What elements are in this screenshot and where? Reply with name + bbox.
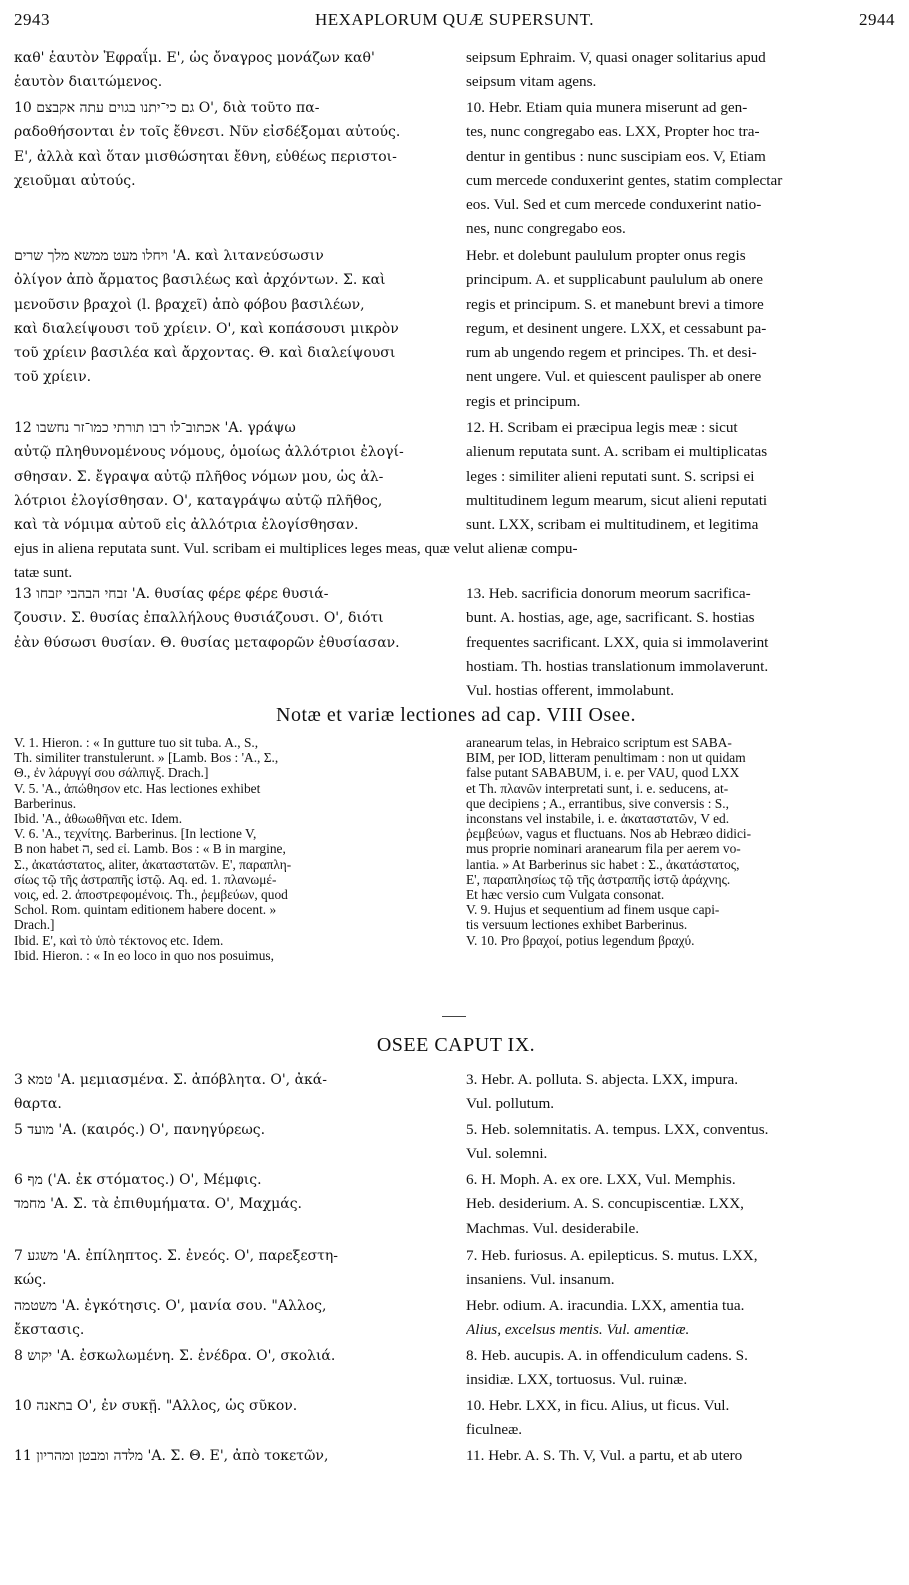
text-line: ἔκστασις. [14,1322,85,1339]
ch-row-4-latin [466,1244,898,1293]
note-line: false putant SABABUM, i. e. per VAU, quod LXX [466,765,740,781]
text-line: dentur in gentibus : nunc suscipiam eos. V, Etiam [466,147,766,165]
ch-row-6-latin [466,1344,898,1393]
block3-greek-column [14,244,454,390]
text-line: insaniens. Vul. insanum. [466,1271,615,1289]
text-line: 11. Hebr. A. S. Th. V, Vul. a partu, et ab utero [466,1447,743,1464]
text-line: alienum reputata sunt. A. scribam ei multiplicatas [466,443,768,461]
text-line: regis et principum. S. et manebunt brevi a timore [466,295,764,313]
note-line: et Th. πλανῶν interpretati sunt, i. e. seducens, at- [466,780,729,796]
text-line: בתאנה 10 Ο', ἐν συκῇ. "Αλλος, ὡς σῦκον. [14,1398,298,1414]
ch-row-5-greek [14,1294,454,1343]
text-line: nes, nunc congregabo eos. [466,220,626,238]
note-line: Σ., ἀκατάστατος, aliter, ἀκαταστατῶν. Ε', παραπλη- [14,856,292,872]
text-line: καὶ διαλείψουσι τοῦ χρίειν. Ο', καὶ κοπάσουσι μικρὸν [14,320,399,337]
text-line: 3. Hebr. A. polluta. S. abjecta. LXX, impura. [466,1071,739,1088]
note-line: B non habet ה, sed εἰ. Lamb. Bos : « B in margine, [14,841,286,857]
block3-latin-column [466,244,898,414]
text-line: ραδοθήσονται ἐν τοῖς ἔθνεσι. Νῦν εἰσδέξομαι αὐτούς. [14,124,401,141]
ch-row-7-latin [466,1394,898,1443]
block5-greek-column [14,582,454,655]
note-line: mus proprie nominari aranearum fila per aerem vo- [466,841,741,857]
text-line: מלדה ומבטן ומהריון 11 'Α. Σ. Θ. Ε', ἀπὸ τοκετῶν, [14,1448,329,1464]
text-line: ejus in aliena reputata sunt. Vul. scribam ei multiplices leges meas, quæ velut alienæ compu- [14,540,578,557]
block2-greek-column [14,96,454,193]
ch-row-3-latin [466,1168,898,1241]
text-line: θαρτα. [14,1096,62,1113]
note-line: Th. similiter transtulerunt. » [Lamb. Bos : 'Α., Σ., [14,750,279,766]
ch-row-8-greek [14,1444,454,1468]
text-line: גם כי־יתנו בגוים עתה אקבצם 10 Ο', διὰ τοῦτο πα- [14,100,320,116]
text-line: אכתוב־לו רבו תורתי כמו־זר נחשבו 12 'Α. γράψω [14,420,296,436]
text-line: nent ungere. Vul. et quiescent paulisper ab onere [466,368,762,386]
text-line: Vul. hostias offerent, immolabunt. [466,682,675,700]
block1-latin-column [466,46,898,95]
note-line: Barberinus. [14,795,77,811]
block1-greek-column [14,46,454,95]
text-line: λότριοι ἐλογίσθησαν. Ο', καταγράψω αὐτῷ πλῆθος, [14,492,383,509]
text-line: regum, et desinent ungere. LXX, et cessabunt pa- [466,319,767,337]
note-line: aranearum telas, in Hebraico scriptum est SABA- [466,735,732,750]
text-line: eos. Vul. Sed et cum mercede conduxerint natio- [466,196,762,214]
text-line: tatæ sunt. [14,564,73,582]
text-line: sunt. LXX, scribam ei multitudinem, et legitima [466,516,759,534]
note-line: Ε', παραπλησίως τῷ τῆς ἀστραπῆς ἱστῷ ἀράχνης. [466,871,731,887]
text-line: 7. Heb. furiosus. A. epilepticus. S. mutus. LXX, [466,1247,758,1264]
text-line: regis et principum. [466,392,581,410]
text-line: multitudinem legum mearum, sicut alieni reputati [466,491,768,509]
note-line: tis versuum lectiones exhibet Barberinus. [466,917,688,933]
text-line: זבחי הבהבי יזבחו 13 'Α. θυσίας φέρε φέρε θυσιά- [14,586,329,602]
text-line: 10. Hebr. LXX, in ficu. Alius, ut ficus. Vul. [466,1397,730,1414]
text-line: seipsum vitam agens. [466,73,597,91]
note-line: Ibid. Ε', καὶ τὸ ὑπὸ τέκτονος etc. Idem. [14,932,224,948]
text-line: 5. Heb. solemnitatis. A. tempus. LXX, conventus. [466,1121,769,1138]
text-line: 6. H. Moph. A. ex ore. LXX, Vul. Memphis. [466,1171,736,1188]
text-line: Hebr. et dolebunt paululum propter onus regis [466,247,746,264]
notes-left-column [14,735,454,963]
text-line: Heb. desiderium. A. S. concupiscentiæ. LXX, [466,1195,744,1213]
ch-row-6-greek [14,1344,454,1368]
note-line: lantia. » At Barberinus sic habet : Σ., ἀκατάστατος, [466,856,740,872]
text-line: cum mercede conduxerint gentes, statim complectar [466,171,783,189]
running-title: HEXAPLORUM QUÆ SUPERSUNT. [314,10,595,29]
text-line: καὶ τὰ νόμιμα αὐτοῦ εἰς ἀλλότρια ἐλογίσθησαν. [14,517,359,534]
note-line: inconstans vel instabile, i. e. ἀκαταστατῶν, V ed. [466,811,730,827]
note-line: Θ., ἐν λάρυγγί σου σάλπιγξ. Drach.] [14,765,209,781]
text-line: ἐὰν θύσωσι θυσίαν. Θ. θυσίας μεταφορῶν ἐθυσίασαν. [14,634,400,651]
notes-heading: Notæ et variæ lectiones ad cap. VIII Osee. [276,704,636,726]
text-line: μενοῦσιν βραχοὶ (l. βραχεῖ) ἀπὸ φόβου βασιλέων, [14,296,365,313]
note-line: Ibid. Hieron. : « In eo loco in quo nos posuimus, [14,947,274,963]
text-line: מף 6 ('Α. ἐκ στόματος.) Ο', Μέμφις. [14,1172,262,1188]
note-line: V. 5. 'Α., ἀπώθησον etc. Has lectiones exhibet [14,780,261,796]
text-line: τοῦ χρίειν βασιλέα καὶ ἄρχοντας. Θ. καὶ διαλείψουσι [14,345,396,362]
block4-latin-column [466,416,898,537]
ch-row-2-latin [466,1118,898,1167]
text-line: bunt. A. hostias, age, age, sacrificant. S. hostias [466,609,755,627]
text-line: τοῦ χρίειν. [14,369,92,386]
text-line: יקוש 8 'Α. ἐσκωλωμένη. Σ. ἐνέδρα. Ο', σκολιά. [14,1348,336,1364]
text-line: leges : similiter alieni reputati sunt. S. scripsi ei [466,467,755,485]
text-line: 8. Heb. aucupis. A. in offendiculum cadens. S. [466,1347,748,1364]
note-line: Et hæc versio cum Vulgata consonat. [466,887,665,903]
text-line: 13. Heb. sacrificia donorum meorum sacrifica- [466,585,751,602]
note-line: Ibid. 'Α., ἀθωωθῆναι etc. Idem. [14,811,183,827]
ch-row-2-greek [14,1118,454,1142]
text-line: κώς. [14,1272,47,1289]
text-line: 12. H. Scribam ei præcipua legis meæ : sicut [466,419,738,436]
text-line: χειοῦμαι αὐτούς. [14,172,136,189]
text-line: ζουσιν. Σ. θυσίας ἐπαλλήλους θυσιάζουσι. Ο', διότι [14,610,384,627]
text-line: rum ab ungendo regem et principes. Th. et desi- [466,344,757,362]
text-line: 10. Hebr. Etiam quia munera miserunt ad gen- [466,99,748,116]
block4-full-width [14,537,898,586]
note-line: Drach.] [14,917,55,933]
text-line: αὐτῷ πληθυνομένους νόμους, ὁμοίως ἀλλότριοι ἐλογί- [14,444,404,461]
ch-row-5-latin [466,1294,898,1343]
chapter-heading: OSEE CAPUT IX. [376,1034,536,1056]
ch-row-1-latin [466,1068,898,1117]
note-line: ῥεμβεύων, vagus et fluctuans. Nos ab Hebræo didici- [466,826,752,842]
block4-greek-column [14,416,454,537]
text-line: σθησαν. Σ. ἔγραψα αὐτῷ πλῆθος νόμων μου, ὡς ἀλ- [14,468,384,485]
note-line: Schol. Rom. quintam editionem habere docent. » [14,902,277,918]
note-line: σίως τῷ τῆς ἀστραπῆς ἱστῷ. Aq. ed. 1. πλανωμέ- [14,871,277,887]
text-line: משטמה 'Α. ἐγκότησις. Ο', μανία σου. "Αλλος, [14,1298,327,1314]
ch-row-4-greek [14,1244,454,1293]
ch-row-7-greek [14,1394,454,1418]
text-line: insidiæ. LXX, tortuosus. Vul. ruinæ. [466,1371,688,1389]
text-line: Hebr. odium. A. iracundia. LXX, amentia tua. [466,1297,745,1314]
note-line: V. 9. Hujus et sequentium ad finem usque capi- [466,902,720,918]
text-line: טמא 3 'Α. μεμιασμένα. Σ. ἀπόβλητα. Ο', ἀκά- [14,1072,327,1088]
note-line: νοις, ed. 2. ἀποστρεφομένοις. Th., ῥεμβεύων, quod [14,887,288,903]
text-line: hostiam. Th. hostias translationum immolaverunt. [466,657,769,675]
text-line: principum. A. et supplicabunt paululum ab onere [466,271,763,289]
note-line: BIM, per IOD, litteram penultimam : non ut quidam [466,750,746,766]
ch-row-1-greek [14,1068,454,1117]
text-line: καθ' ἑαυτὸν Ἐφραΐμ. Ε', ὡς ὄναγρος μονάζων καθ' [14,50,375,66]
text-line: Vul. solemni. [466,1145,548,1163]
notes-right-column [466,735,898,948]
section-divider [442,1016,466,1017]
text-line: seipsum Ephraim. V, quasi onager solitarius apud [466,49,766,66]
text-line: ויחלו מעט ממשא מלך שרים 'Α. καὶ λιτανεύσωσιν [14,248,324,264]
text-line: ἑαυτὸν διαιτώμενος. [14,74,163,91]
note-line: que decipiens ; A., errantibus, sive conversis : S., [466,795,729,811]
text-line: מועד 5 'Α. (καιρός.) Ο', πανηγύρεως. [14,1122,266,1138]
note-line: V. 1. Hieron. : « In gutture tuo sit tuba. A., S., [14,735,259,750]
ch-row-8-latin [466,1444,898,1468]
page-number-right: 2944 [859,10,895,29]
note-line: V. 10. Pro βραχοί, potius legendum βραχύ. [466,932,695,948]
running-header [14,10,895,36]
text-line: ficulneæ. [466,1421,523,1439]
text-line: מחמד 'Α. Σ. τὰ ἐπιθυμήματα. Ο', Μαχμάς. [14,1196,303,1213]
text-line: tes, nunc congregabo eas. LXX, Propter hoc tra- [466,123,760,141]
page-number-left: 2943 [14,10,50,29]
text-line: Vul. pollutum. [466,1095,555,1113]
ch-row-3-greek [14,1168,454,1217]
text-line: Ε', ἀλλὰ καὶ ὅταν μισθώσηται ἔθνη, εὐθέως περιστοι- [14,148,397,165]
note-line: V. 6. 'Α., τεχνίτης. Barberinus. [In lectione V, [14,826,257,842]
text-line: Machmas. Vul. desiderabile. [466,1219,639,1237]
text-line: Alius, excelsus mentis. Vul. amentiæ. [466,1321,690,1339]
text-line: frequentes sacrificant. LXX, quia si immolaverint [466,633,769,651]
block5-latin-column [466,582,898,703]
block2-latin-column [466,96,898,242]
text-line: ὀλίγον ἀπὸ ἄρματος βασιλέως καὶ ἀρχόντων. Σ. καὶ [14,272,386,289]
text-line: משגע 7 'Α. ἐπίληπτος. Σ. ἐνεός. Ο', παρεξεστη- [14,1248,339,1264]
